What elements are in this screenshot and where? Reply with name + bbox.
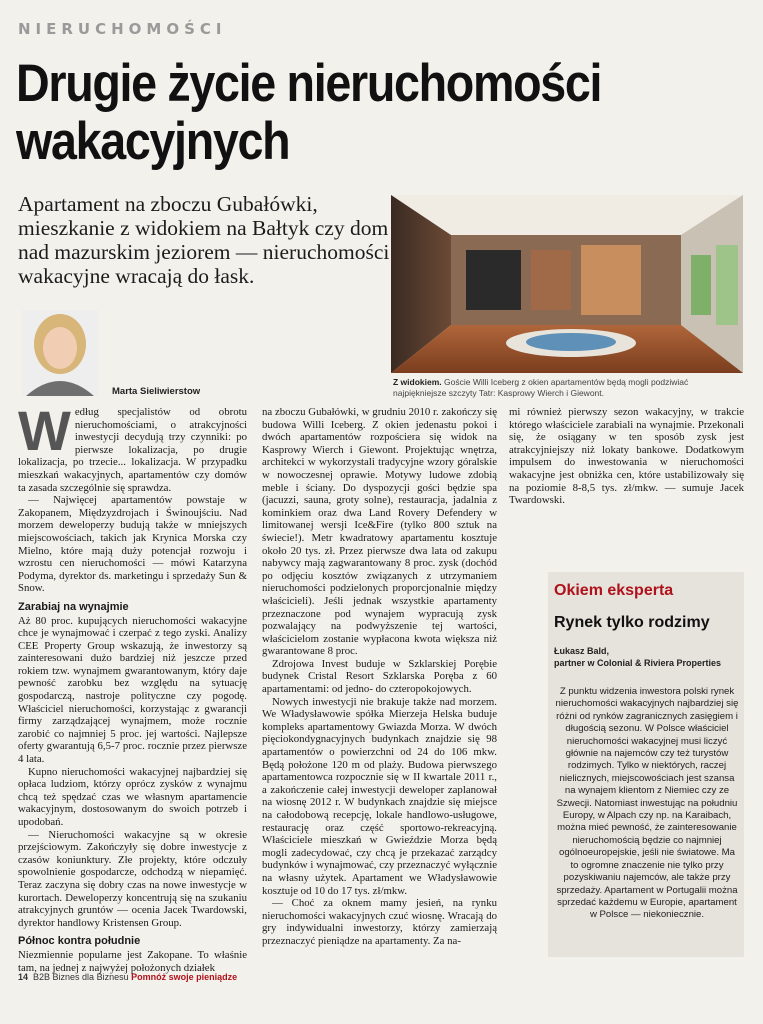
paragraph: Aż 80 proc. kupujących nieruchomości wakacyjne chce je wynajmować i czerpać z tego zyski. Analizy CEE Property Group wskazują, że inwestorzy są zainteresowani dużo bardziej niż jeszcze przed rokiem tzw. wynajmem gwarantowanym, który daje pewność zarobku bez względu na sytuację gospodarczą, nastroje polityczne czy pogodę. Właściciel nieruchomości, korzystając z gwarancji firmy zarządzającej wynajmem, może rocznie zarobić co najmniej 5 proc. jej wartości. Najlepsze oferty gwarantują 6,5-7 proc. rocznie przez pierwsze 4 lata. bbox=[18, 614, 247, 766]
interior-photo-illustration bbox=[391, 195, 743, 373]
column-1 bbox=[18, 399, 247, 974]
caption-text: Goście Willi Iceberg z okien apartamentów będą mogli podziwiać najpiękniejsze szczyty Tatr: Kasprowy Wierch i Giewont. bbox=[393, 377, 689, 398]
subheading: Zarabiaj na wynajmie bbox=[18, 600, 129, 613]
paragraph: — Nieruchomości wakacyjne są w okresie przejściowym. Zakończyły się dobre inwestycje z czasów koniunktury. Złe projekty, które odczuły spowolnienie gospodarcze, odchodzą w niepamięć. Teraz zaczyna się dobry czas na nowe inwestycje w kurortach. Deweloperzy koncentrują się na szukaniu atrakcyjnych gruntów — ocenia Jacek Twardowski, dyrektor handlowy Kristensen Group. bbox=[18, 828, 247, 929]
paragraph: Kupno nieruchomości wakacyjnej najbardziej się opłaca ludziom, którzy oprócz zysków z wynajmu chcą też spędzać czas we własnym apartamencie wakacyjnym, dostosowanym do swoich potrzeb i upodobań. bbox=[18, 765, 247, 828]
page-number: 14 bbox=[18, 972, 29, 982]
expert-box-author bbox=[554, 645, 739, 669]
caption-bold: Z widokiem. bbox=[393, 377, 442, 387]
title-line-1: Drugie życie nieruchomości bbox=[16, 54, 602, 113]
paragraph: — Najwięcej apartamentów powstaje w Zakopanem, Międzyzdrojach i Świnoujściu. Nad morzem deweloperzy budują także w mniejszych miejscowościach, takich jak Krynica Morska czy Mielno, które mają duży potencjał rozwoju i wzrostu cen nieruchomości — mówi Katarzyna Podyma, dyrektor ds. marketingu i sprzedaży Sun & Snow. bbox=[18, 494, 247, 595]
paragraph: Nowych inwestycji nie brakuje także nad morzem. We Władysławowie spółka Mierzeja Helska buduje kompleks apartamentowy Gwiazda Morza. W dwóch pięciokondygnacyjnych budynkach znajdzie się 98 apartamentów o powierzchni od 24 do 106 mkw. Będą położone 120 m od plaży. Budowa pierwszego apartamentowca rozpocznie się w II kwartale 2011 r., a zakończenie całej inwestycji deweloper zaplanował na wiosnę 2012 r. W budynkach znajdzie się miejsce na całodobową recepcję, lokale handlowo-usługowe, restaurację oraz część sportowo-rekreacyjną. Właściciele mieszkań w Gwieździe Morza będą mogli zadecydować, czy chcą je przekazać zarządcy budynków i wynajmować, czy przeznaczyć wyłącznie na własny użytek. Apartament we Władysławowie kosztuje od 10 do 17 tys. zł/mkw. bbox=[262, 695, 497, 897]
paragraph: mi również pierwszy sezon wakacyjny, w trakcie którego właściciele zarabiali na wynajmie. Przekonali się, że osiągany w ten sposób zysk jest atrakcyjniejszy niż lokaty bankowe. Dodatkowym impulsem do inwestowania w nieruchomości wakacyjne jest obniżka cen, które ustabilizowały się na poziomie 8-8,5 tys. zł/mkw. — sumuje Jacek Twardowski. bbox=[509, 406, 744, 507]
section-label: NIERUCHOMOŚCI bbox=[18, 20, 227, 38]
article-title bbox=[16, 55, 667, 171]
drop-cap: W bbox=[18, 399, 71, 462]
expert-name: Łukasz Bald, bbox=[554, 646, 610, 656]
column-2 bbox=[262, 406, 497, 948]
lead-paragraph: Apartament na zboczu Gubałówki, mieszkanie z widokiem na Bałtyk czy dom nad mazurskim jeziorem — nieruchomości wakacyjne wracają do łask. bbox=[18, 192, 390, 288]
footer-tagline: Pomnóż swoje pieniądze bbox=[131, 972, 238, 982]
interior-photo bbox=[391, 195, 743, 373]
author-photo bbox=[22, 310, 98, 396]
paragraph: edług specjalistów od obrotu nieruchomościami, o atrakcyjności inwestycji decydują trzy czynniki: po pierwsze lokalizacja, po drugie lokalizacja, po trzecie... lokalizacja. W przypadku mieszkań wakacyjnych, apartamentów czy domów ta zasada szczególnie się sprawdza. bbox=[18, 406, 247, 494]
expert-box-text: Z punktu widzenia inwestora polski rynek nieruchomości wakacyjnych najbardziej się różni od rynków zagranicznych zasięgiem i długością sezonu. W Polsce właściciel nieruchomości wakacyjnej musi liczyć głównie na najemców czy też turystów rodzimych. Tylko w niektórych, raczej nielicznych, miejscowościach jest szansa na wynajem klientom z Niemiec czy ze Szwecji. Natomiast inwestując na południu Europy, w Alpach czy np. na Karaibach, można mieć pewność, że zainteresowanie nieruchomością będzie co najmniej ogólnoeuropejskie, jeśli nie światowe. Ma to ogromne znaczenie nie tylko przy pozyskiwaniu najemców, ale także przy sprzedaży. Apartament w Portugalii można sprzedać każdemu w Europie, apartament w Polsce — niekoniecznie. bbox=[555, 686, 739, 921]
magazine-name: B2B Biznes dla Biznesu bbox=[33, 972, 129, 982]
expert-box-label: Okiem eksperta bbox=[554, 582, 674, 599]
paragraph: na zboczu Gubałówki, w grudniu 2010 r. zakończy się budowa Willi Iceberg. Z okien jedenastu pokoi i dwóch apartamentów rozpościera się widok na Kasprowy Wierch i Giewont. Projektując wnętrza, architekci w wykorzystali tradycyjne wzory góralskie w nowoczesnej oprawie. Motywy ludowe zdobią meble i ściany. Do dyspozycji gości będzie spa (jacuzzi, sauna, groty solne), restauracja, jadalnia z kominkiem oraz dwa Land Rovery Defendery w limitowanej wersji Ice&Fire (tylko 800 sztuk na świecie!). Metr kwadratowy apartamentu kosztuje około 20 tys. zł. Przez pierwsze dwa lata od zakupu nabywcy mają zagwarantowany 8 proc. zysk (dochód po odjęciu kosztów związanych z utrzymaniem nieruchomości podzielonych proporcjonalnie między właścicieli). Jeśli jednak wszystkie apartamenty przeznaczone pod wynajem wypracują zysk pozwalający na podwyższenie tej wartości, właścicielom zostanie wypłacona kwota większa niż gwarantowane 8 proc. bbox=[262, 406, 497, 658]
photo-caption bbox=[393, 377, 743, 399]
expert-box-heading: Rynek tylko rodzimy bbox=[554, 614, 710, 631]
paragraph: Niezmiennie popularne jest Zakopane. To właśnie tam, na jednej z najwyżej położonych działek bbox=[18, 948, 247, 974]
subheading: Północ kontra południe bbox=[18, 935, 141, 948]
paragraph: Zdrojowa Invest buduje w Szklarskiej Porębie budynek Cristal Resort Szklarska Poręba z 60 apartamentami: od jedno- do czteropokojowych. bbox=[262, 657, 497, 696]
author-name: Marta Sieliwierstow bbox=[112, 386, 201, 397]
expert-role: partner w Colonial & Riviera Properties bbox=[554, 658, 722, 668]
paragraph: — Choć za oknem mamy jesień, na rynku nieruchomości wakacyjnych czuć wiosnę. Wracają do gry indywidualni inwestorzy, którzy zamierzają przeznaczyć pieniądze na apartamenty. Za na- bbox=[262, 897, 497, 947]
title-line-2: wakacyjnych bbox=[16, 112, 290, 171]
author-portrait bbox=[22, 310, 98, 396]
page-footer bbox=[18, 972, 237, 982]
column-3 bbox=[509, 406, 744, 507]
